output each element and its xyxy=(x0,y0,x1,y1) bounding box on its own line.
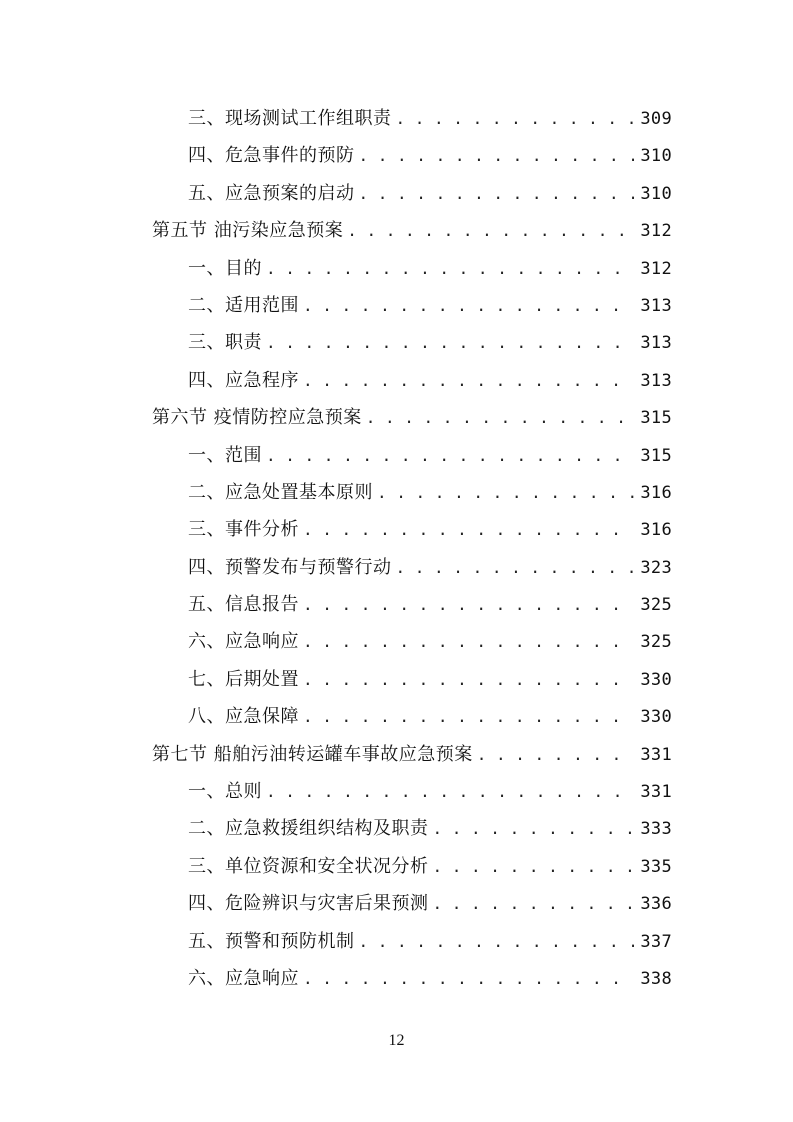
dot-leader xyxy=(303,362,634,399)
toc-entry xyxy=(0,437,793,474)
toc-entry xyxy=(0,623,793,660)
dot-leader xyxy=(266,437,634,474)
toc-entry-title: 二、应急处置基本原则 xyxy=(188,481,373,503)
dot-leader xyxy=(359,137,635,174)
dot-leader xyxy=(303,287,634,324)
toc-entry-title: 六、应急响应 xyxy=(188,631,299,653)
toc-section-entry xyxy=(0,399,793,436)
toc-entry xyxy=(0,362,793,399)
toc-entry xyxy=(0,250,793,287)
toc-entry-page: 313 xyxy=(640,370,672,391)
toc-entry-page: 309 xyxy=(640,109,672,129)
toc-entry-title: 三、事件分析 xyxy=(188,519,299,541)
toc-entry-title: 六、应急响应 xyxy=(188,967,299,989)
toc-entry xyxy=(0,885,793,922)
toc-entry xyxy=(0,324,793,361)
table-of-contents xyxy=(0,100,793,997)
toc-entry-title: 三、现场测试工作组职责 xyxy=(188,108,392,129)
dot-leader xyxy=(396,100,635,137)
toc-entry-page: 330 xyxy=(640,669,672,690)
toc-section-entry xyxy=(0,212,793,249)
toc-entry-page: 330 xyxy=(640,707,672,728)
toc-entry-title: 五、信息报告 xyxy=(188,594,299,616)
toc-entry-title: 第七节 船舶污油转运罐车事故应急预案 xyxy=(152,743,473,765)
toc-entry-page: 331 xyxy=(640,744,672,765)
toc-entry-page: 313 xyxy=(640,333,672,354)
toc-entry xyxy=(0,586,793,623)
toc-entry-title: 三、职责 xyxy=(188,332,262,354)
toc-entry xyxy=(0,923,793,960)
toc-entry-page: 310 xyxy=(640,146,672,167)
toc-entry-page: 333 xyxy=(640,819,672,840)
dot-leader xyxy=(396,549,635,586)
toc-entry xyxy=(0,810,793,847)
toc-entry-title: 二、适用范围 xyxy=(188,294,299,316)
toc-entry-page: 335 xyxy=(640,856,672,877)
dot-leader xyxy=(303,960,634,997)
toc-section-entry xyxy=(0,736,793,773)
dot-leader xyxy=(359,923,635,960)
toc-entry-title: 四、危险辨识与灾害后果预测 xyxy=(188,893,429,915)
dot-leader xyxy=(303,623,634,660)
toc-entry xyxy=(0,661,793,698)
toc-entry-title: 一、目的 xyxy=(188,257,262,279)
toc-entry-page: 313 xyxy=(640,295,672,316)
toc-entry-title: 八、应急保障 xyxy=(188,706,299,728)
toc-entry xyxy=(0,511,793,548)
dot-leader xyxy=(303,661,634,698)
dot-leader xyxy=(303,698,634,735)
toc-entry xyxy=(0,848,793,885)
toc-entry xyxy=(0,773,793,810)
toc-entry xyxy=(0,474,793,511)
dot-leader xyxy=(377,474,634,511)
toc-entry-page: 336 xyxy=(640,894,672,915)
dot-leader xyxy=(347,212,634,249)
toc-entry-page: 315 xyxy=(640,408,672,429)
toc-entry xyxy=(0,549,793,586)
dot-leader xyxy=(303,586,634,623)
toc-entry-title: 四、危急事件的预防 xyxy=(188,145,355,167)
dot-leader xyxy=(303,511,634,548)
toc-entry xyxy=(0,137,793,174)
toc-entry-title: 七、后期处置 xyxy=(188,668,299,690)
toc-entry-page: 323 xyxy=(640,557,672,578)
dot-leader xyxy=(477,736,635,773)
toc-entry-title: 一、范围 xyxy=(188,444,262,466)
toc-entry xyxy=(0,960,793,997)
toc-entry-page: 331 xyxy=(640,782,672,803)
toc-entry-title: 四、预警发布与预警行动 xyxy=(188,556,392,578)
dot-leader xyxy=(433,848,635,885)
toc-entry xyxy=(0,287,793,324)
toc-entry-page: 316 xyxy=(640,482,672,503)
toc-entry-title: 四、应急程序 xyxy=(188,369,299,391)
toc-entry-page: 312 xyxy=(640,258,672,279)
toc-entry xyxy=(0,175,793,212)
dot-leader xyxy=(266,324,634,361)
toc-entry-page: 338 xyxy=(640,968,672,989)
toc-entry-page: 312 xyxy=(640,221,672,242)
dot-leader xyxy=(433,810,635,847)
toc-entry-title: 五、预警和预防机制 xyxy=(188,930,355,952)
toc-entry-page: 337 xyxy=(640,931,672,952)
toc-entry-title: 第五节 油污染应急预案 xyxy=(152,220,344,242)
dot-leader xyxy=(359,175,635,212)
toc-entry-page: 325 xyxy=(640,595,672,616)
toc-entry-title: 二、应急救援组织结构及职责 xyxy=(188,818,429,840)
dot-leader xyxy=(433,885,635,922)
toc-entry xyxy=(0,100,793,137)
toc-entry xyxy=(0,698,793,735)
toc-entry-page: 310 xyxy=(640,183,672,204)
toc-entry-title: 五、应急预案的启动 xyxy=(188,182,355,204)
dot-leader xyxy=(366,399,635,436)
toc-entry-title: 一、总则 xyxy=(188,781,262,803)
toc-entry-title: 三、单位资源和安全状况分析 xyxy=(188,855,429,877)
toc-entry-page: 316 xyxy=(640,520,672,541)
toc-entry-page: 325 xyxy=(640,632,672,653)
dot-leader xyxy=(266,250,634,287)
toc-entry-page: 315 xyxy=(640,445,672,466)
dot-leader xyxy=(266,773,634,810)
toc-entry-title: 第六节 疫情防控应急预案 xyxy=(152,407,362,429)
page-number: 12 xyxy=(388,1032,405,1049)
